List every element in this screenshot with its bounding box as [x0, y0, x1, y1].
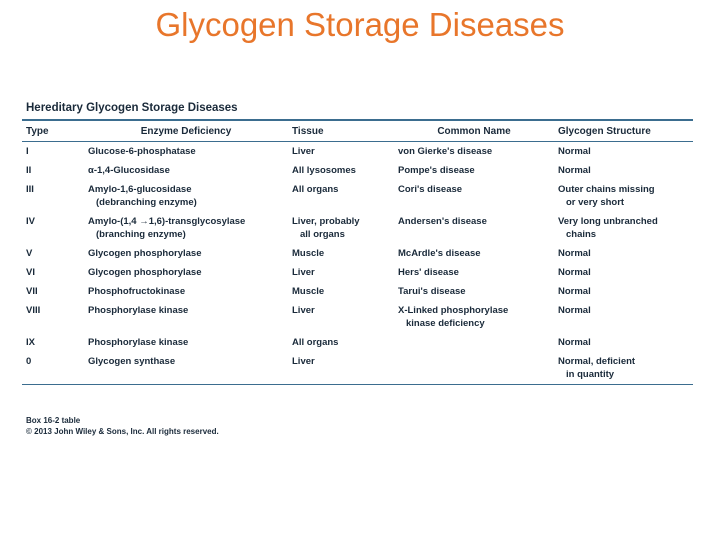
- table-header-row: [22, 121, 693, 142]
- cell-text-continued: (branching enzyme): [96, 228, 186, 240]
- cell-tissue: [288, 352, 394, 384]
- cell-text: Cori's disease: [398, 184, 463, 195]
- cell-tissue: [288, 244, 394, 263]
- cell-text: Normal: [558, 305, 591, 316]
- cell-type: [22, 212, 84, 244]
- disease-table-figure: [22, 102, 693, 385]
- cell-enzyme-deficiency: [84, 161, 288, 180]
- cell-text-continued: chains: [566, 228, 597, 240]
- cell-text: McArdle's disease: [398, 248, 481, 259]
- cell-text: Glycogen phosphorylase: [88, 248, 202, 259]
- table-row: [22, 142, 693, 162]
- table-row: [22, 282, 693, 301]
- cell-text: Normal: [558, 267, 591, 278]
- cell-text-continued: or very short: [566, 196, 625, 208]
- cell-common-name: [394, 244, 554, 263]
- cell-glycogen-structure: [554, 352, 693, 384]
- cell-text: IX: [26, 337, 35, 348]
- table-row: [22, 212, 693, 244]
- cell-text: Glycogen phosphorylase: [88, 267, 202, 278]
- table-row: [22, 263, 693, 282]
- cell-tissue: [288, 142, 394, 162]
- cell-type: [22, 301, 84, 333]
- cell-enzyme-deficiency: [84, 282, 288, 301]
- cell-text: All organs: [292, 337, 339, 348]
- cell-text: VI: [26, 267, 35, 278]
- cell-text-continued: in quantity: [566, 368, 615, 380]
- cell-text: Andersen's disease: [398, 216, 487, 227]
- cell-text: Amylo-(1,4 →1,6)-transglycosylase: [88, 216, 246, 227]
- cell-text: Phosphorylase kinase: [88, 305, 189, 316]
- cell-text: α-1,4-Glucosidase: [88, 165, 170, 176]
- cell-common-name: [394, 263, 554, 282]
- cell-tissue: [288, 301, 394, 333]
- cell-enzyme-deficiency: [84, 352, 288, 384]
- cell-text: X-Linked phosphorylase: [398, 305, 509, 316]
- cell-text: All lysosomes: [292, 165, 356, 176]
- cell-glycogen-structure: [554, 244, 693, 263]
- cell-text: 0: [26, 356, 32, 367]
- cell-text: Muscle: [292, 286, 325, 297]
- cell-common-name: [394, 352, 554, 384]
- cell-glycogen-structure: [554, 282, 693, 301]
- cell-text: Phosphofructokinase: [88, 286, 186, 297]
- cell-glycogen-structure: [554, 301, 693, 333]
- header-glycogen-structure: Glycogen Structure: [558, 125, 651, 137]
- cell-text: Pompe's disease: [398, 165, 475, 176]
- slide-title: Glycogen Storage Diseases: [155, 6, 565, 43]
- header-type: Type: [26, 125, 49, 137]
- cell-text: I: [26, 146, 29, 157]
- cell-text: Normal, deficient: [558, 356, 636, 367]
- cell-tissue: [288, 282, 394, 301]
- cell-glycogen-structure: [554, 142, 693, 162]
- cell-text: Normal: [558, 337, 591, 348]
- cell-type: [22, 161, 84, 180]
- cell-common-name: [394, 212, 554, 244]
- cell-tissue: [288, 161, 394, 180]
- cell-text: Tarui's disease: [398, 286, 466, 297]
- cell-text: von Gierke's disease: [398, 146, 493, 157]
- cell-glycogen-structure: [554, 263, 693, 282]
- cell-common-name: [394, 161, 554, 180]
- cell-enzyme-deficiency: [84, 333, 288, 352]
- cell-text-continued: (debranching enzyme): [96, 196, 197, 208]
- cell-type: [22, 244, 84, 263]
- cell-tissue: [288, 263, 394, 282]
- cell-text: III: [26, 184, 34, 195]
- cell-common-name: [394, 142, 554, 162]
- cell-enzyme-deficiency: [84, 180, 288, 212]
- cell-enzyme-deficiency: [84, 142, 288, 162]
- cell-text: Glycogen synthase: [88, 356, 176, 367]
- table-row: [22, 180, 693, 212]
- header-enzyme-deficiency: Enzyme Deficiency: [140, 125, 232, 137]
- cell-text: Liver: [292, 146, 315, 157]
- cell-text: Normal: [558, 146, 591, 157]
- footer-copyright: © 2013 John Wiley & Sons, Inc. All rights reserved.: [26, 427, 219, 436]
- cell-text: Normal: [558, 286, 591, 297]
- cell-type: [22, 180, 84, 212]
- table-bottom-rule: [22, 384, 693, 385]
- cell-text: Muscle: [292, 248, 325, 259]
- cell-text: Normal: [558, 248, 591, 259]
- cell-common-name: [394, 180, 554, 212]
- cell-type: [22, 263, 84, 282]
- table-row: [22, 244, 693, 263]
- figure-footer: [26, 415, 219, 437]
- cell-tissue: [288, 212, 394, 244]
- cell-text: Liver: [292, 305, 315, 316]
- cell-enzyme-deficiency: [84, 301, 288, 333]
- cell-common-name: [394, 333, 554, 352]
- cell-text: V: [26, 248, 33, 259]
- cell-text: Liver: [292, 356, 315, 367]
- cell-text: VII: [26, 286, 38, 297]
- table-row: [22, 161, 693, 180]
- table-row: [22, 301, 693, 333]
- cell-tissue: [288, 333, 394, 352]
- cell-text: Very long unbranched: [558, 216, 658, 227]
- table-row: [22, 333, 693, 352]
- disease-table: [22, 121, 693, 384]
- cell-text: Phosphorylase kinase: [88, 337, 189, 348]
- cell-text-continued: all organs: [300, 228, 345, 240]
- cell-text-continued: kinase deficiency: [406, 317, 485, 329]
- table-caption: Hereditary Glycogen Storage Diseases: [26, 102, 238, 114]
- footer-source: Box 16-2 table: [26, 416, 81, 425]
- table-row: [22, 352, 693, 384]
- cell-text: Normal: [558, 165, 591, 176]
- cell-common-name: [394, 282, 554, 301]
- cell-type: [22, 282, 84, 301]
- cell-text: Liver, probably: [292, 216, 360, 227]
- cell-tissue: [288, 180, 394, 212]
- cell-text: All organs: [292, 184, 339, 195]
- cell-text: Glucose-6-phosphatase: [88, 146, 196, 157]
- cell-text: Liver: [292, 267, 315, 278]
- cell-glycogen-structure: [554, 333, 693, 352]
- cell-enzyme-deficiency: [84, 244, 288, 263]
- cell-text: Hers' disease: [398, 267, 459, 278]
- cell-enzyme-deficiency: [84, 263, 288, 282]
- cell-text: II: [26, 165, 32, 176]
- cell-type: [22, 142, 84, 162]
- cell-type: [22, 352, 84, 384]
- cell-glycogen-structure: [554, 161, 693, 180]
- cell-enzyme-deficiency: [84, 212, 288, 244]
- cell-text: VIII: [26, 305, 41, 316]
- cell-text: Outer chains missing: [558, 184, 655, 195]
- header-common-name: Common Name: [437, 125, 511, 137]
- cell-glycogen-structure: [554, 212, 693, 244]
- table-body: [22, 142, 693, 385]
- cell-common-name: [394, 301, 554, 333]
- cell-text: Amylo-1,6-glucosidase: [88, 184, 192, 195]
- cell-glycogen-structure: [554, 180, 693, 212]
- cell-type: [22, 333, 84, 352]
- header-tissue: Tissue: [292, 125, 324, 137]
- cell-text: IV: [26, 216, 35, 227]
